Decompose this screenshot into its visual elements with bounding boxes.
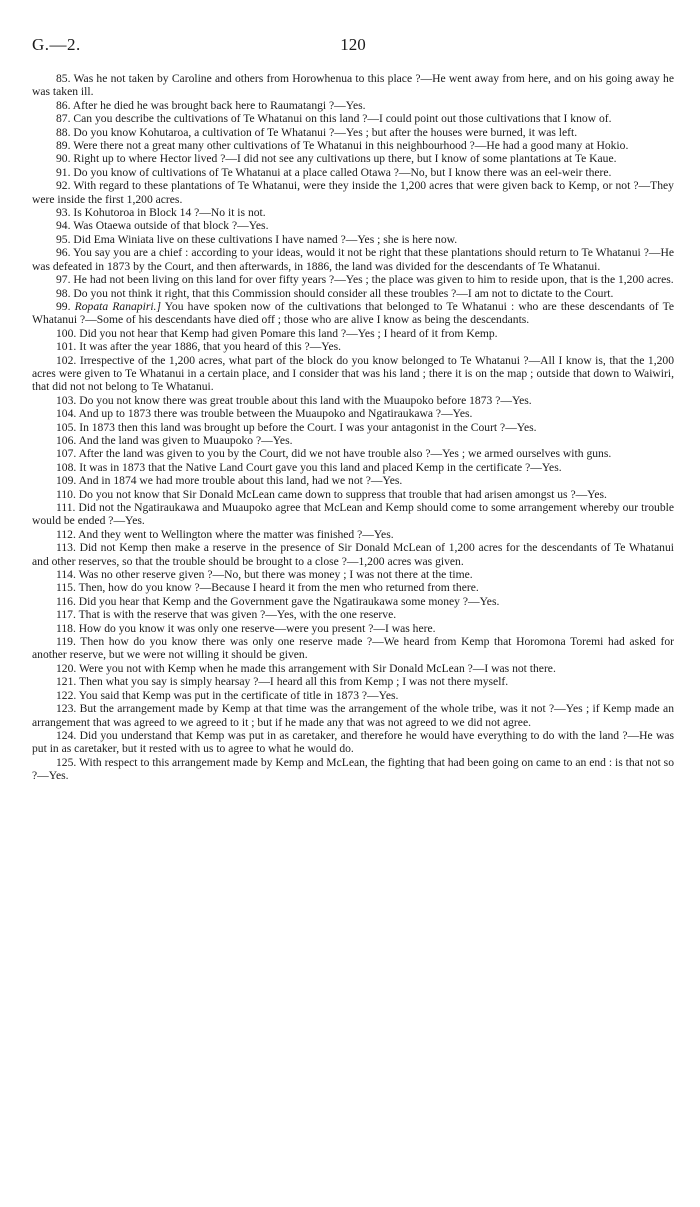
question-number: 95. [56, 232, 71, 246]
question-text: That is with the reserve that was given ?—Yes, with the one reserve. [78, 608, 397, 622]
question-text: After he died he was brought back here to Raumatangi ?—Yes. [72, 98, 366, 112]
question-number: 123. [56, 702, 77, 716]
question-paragraph [32, 729, 674, 756]
question-paragraph [32, 340, 674, 353]
question-paragraph [32, 434, 674, 447]
question-text: Then how do you know there was only one reserve made ?—We heard from Kemp that Horomona Toremi had asked for another reserve, but we were not willing it should be given. [32, 635, 674, 662]
question-text: Were you not with Kemp when he made this arrangement with Sir Donald McLean ?—I was not there. [79, 661, 556, 675]
question-number: 90. [56, 152, 71, 166]
question-paragraph [32, 112, 674, 125]
page-number: 120 [340, 35, 366, 54]
question-number: 102. [56, 353, 77, 367]
question-number: 113. [56, 541, 76, 555]
question-text: Was no other reserve given ?—No, but there was money ; I was not there at the time. [78, 568, 473, 582]
question-text: It was in 1873 that the Native Land Court gave you this land and placed Kemp in the certificate ?—Yes. [79, 460, 562, 474]
question-text: Do you know of cultivations of Te Whatanui at a place called Otawa ?—No, but I know there was an eel-weir there. [73, 165, 612, 179]
question-paragraph [32, 421, 674, 434]
question-text: But the arrangement made by Kemp at that time was the arrangement of the whole tribe, was it not ?—Yes ; if Kemp made an arrangement that was agreed to we agreed to it ; but if he made any that was not agreed to we did not agree. [32, 702, 674, 729]
question-number: 91. [56, 165, 71, 179]
question-text: He had not been living on this land for over fifty years ?—Yes ; the place was given to him to reside upon, that is the 1,200 acres. [73, 273, 674, 287]
question-paragraph [32, 541, 674, 568]
question-text: Did you understand that Kemp was put in as caretaker, and therefore he would have everything to do with the land ?—He was put in as caretaker, but it rested with us to agree to what he would do. [32, 728, 674, 756]
question-number: 114. [56, 568, 76, 582]
question-paragraph [32, 206, 674, 219]
question-text: Did not Kemp then make a reserve in the presence of Sir Donald McLean of 1,200 acres for the descendants of Te Whatanui and other reserves, so that the trouble should be brought to a close ?—1,200 acres was given. [32, 541, 674, 568]
question-number: 88. [56, 125, 71, 139]
question-paragraph [32, 166, 674, 179]
question-number: 104. [56, 407, 77, 421]
question-number: 85. [56, 72, 71, 85]
question-number: 94. [56, 219, 71, 233]
question-text: Do you know Kohutaroa, a cultivation of Te Whatanui ?—Yes ; but after the houses were burned, it was left. [73, 125, 578, 139]
question-paragraph [32, 595, 674, 608]
question-number: 119. [56, 635, 76, 649]
question-paragraph [32, 273, 674, 286]
question-number: 105. [56, 420, 77, 434]
question-text: Then, how do you know ?—Because I heard it from the men who returned from there. [78, 581, 479, 595]
question-text: Did Ema Winiata live on these cultivations I have named ?—Yes ; she is here now. [73, 232, 458, 246]
question-number: 120. [56, 661, 77, 675]
question-number: 103. [56, 393, 77, 407]
question-text: Did not the Ngatiraukawa and Muaupoko agree that McLean and Kemp should come to some arrangement whereby our trouble would be ended ?—Yes. [32, 501, 674, 528]
question-paragraph [32, 179, 674, 206]
question-paragraph [32, 581, 674, 594]
question-text: Irrespective of the 1,200 acres, what part of the block do you know belonged to Te Whatanui ?—All I know is, that the 1,200 acres were given to Te Whatanui in a certain place, and I consider that was his land ; there it is on the map ; outside that down to Waiwiri, that did not not belong to Te Whatanui. [32, 353, 674, 394]
page-header [32, 35, 674, 62]
question-number: 118. [56, 621, 76, 635]
question-text: Right up to where Hector lived ?—I did not see any cultivations up there, but I know of some plantations at Te Kaue. [73, 152, 617, 166]
question-number: 101. [56, 340, 77, 354]
question-text: And they went to Wellington where the matter was finished ?—Yes. [78, 527, 394, 541]
question-text: And in 1874 we had more trouble about this land, had we not ?—Yes. [78, 474, 403, 488]
question-text: It was after the year 1886, that you heard of this ?—Yes. [79, 340, 342, 354]
question-text: Then what you say is simply hearsay ?—I heard all this from Kemp ; I was not there myself. [79, 675, 509, 689]
question-paragraph [32, 608, 674, 621]
question-text: Were there not a great many other cultivations of Te Whatanui in this neighbourhood ?—He had a good many at Hokio. [73, 139, 629, 153]
question-text: You said that Kemp was put in the certificate of title in 1873 ?—Yes. [78, 688, 399, 702]
question-paragraph [32, 327, 674, 340]
document-page [32, 35, 675, 783]
testimony-body [32, 72, 674, 783]
question-text: How do you know it was only one reserve—were you present ?—I was here. [78, 621, 436, 635]
question-paragraph [32, 407, 674, 420]
question-number: 99. [56, 299, 71, 313]
question-paragraph [32, 689, 674, 702]
question-paragraph [32, 702, 674, 729]
question-paragraph [32, 394, 674, 407]
question-text: You have spoken now of the cultivations that belonged to Te Whatanui : who are these descendants of Te Whatanui ?—Some of his descendants have died off ; those who are alive I know as being the descendants. [32, 299, 675, 327]
question-number: 117. [56, 608, 76, 622]
question-number: 115. [56, 581, 76, 595]
question-paragraph [32, 219, 674, 232]
question-text: Was he not taken by Caroline and others from Horowhenua to this place ?—He went away from here, and on his going away he was taken ill. [32, 72, 674, 99]
question-paragraph [32, 662, 674, 675]
question-number: 93. [56, 206, 71, 220]
question-text: You say you are a chief : according to your ideas, would it not be right that these plantations should return to Te Whatanui ?—He was defeated in 1873 by the Court, and then afterwards, in 1886, the land was divided for the descendants of Te Whatanui. [32, 246, 674, 273]
question-paragraph [32, 354, 674, 394]
question-paragraph [32, 528, 674, 541]
question-number: 112. [56, 527, 76, 541]
question-paragraph [32, 568, 674, 581]
question-number: 96. [56, 246, 71, 260]
question-paragraph [32, 233, 674, 246]
question-number: 106. [56, 433, 77, 447]
question-paragraph [32, 246, 674, 273]
question-text: Did you not hear that Kemp had given Pomare this land ?—Yes ; I heard of it from Kemp. [79, 326, 498, 340]
question-number: 108. [56, 460, 77, 474]
question-number: 107. [56, 447, 77, 461]
question-paragraph [32, 675, 674, 688]
question-number: 110. [56, 487, 76, 501]
question-paragraph [32, 300, 674, 327]
question-paragraph [32, 635, 674, 662]
question-text: With respect to this arrangement made by Kemp and McLean, the fighting that had been going on came to an end : is that not so ?—Yes. [32, 755, 674, 783]
question-text: Do you not know that Sir Donald McLean came down to suppress that trouble that had arisen amongst us ?—Yes. [78, 487, 607, 501]
question-number: 97. [56, 273, 71, 287]
question-number: 89. [56, 139, 71, 153]
question-number: 122. [56, 688, 77, 702]
question-paragraph [32, 756, 674, 783]
question-paragraph [32, 461, 674, 474]
question-paragraph [32, 139, 674, 152]
question-number: 116. [56, 594, 76, 608]
question-paragraph [32, 72, 674, 99]
question-number: 100. [56, 326, 77, 340]
question-paragraph [32, 501, 674, 528]
question-text: Do you not know there was great trouble about this land with the Muaupoko before 1873 ?—Yes. [79, 393, 532, 407]
question-text: And up to 1873 there was trouble between the Muaupoko and Ngatiraukawa ?—Yes. [78, 407, 473, 421]
question-number: 124. [56, 728, 77, 742]
question-paragraph [32, 287, 674, 300]
document-id: G.—2. [32, 35, 81, 54]
question-number: 121. [56, 675, 77, 689]
question-number: 109. [56, 474, 77, 488]
question-paragraph [32, 126, 674, 139]
question-text: And the land was given to Muaupoko ?—Yes. [78, 433, 293, 447]
question-number: 86. [56, 98, 71, 112]
question-text: After the land was given to you by the Court, did we not have trouble also ?—Yes ; we armed ourselves with guns. [78, 447, 612, 461]
question-number: 98. [56, 286, 71, 300]
question-text: Do you not think it right, that this Commission should consider all these troubles ?—I am not to dictate to the Court. [73, 286, 614, 300]
question-paragraph [32, 152, 674, 165]
question-paragraph [32, 99, 674, 112]
question-text: Did you hear that Kemp and the Government gave the Ngatiraukawa some money ?—Yes. [78, 594, 500, 608]
speaker-name: Ropata Ranapiri.] [74, 299, 161, 313]
question-text: Can you describe the cultivations of Te Whatanui on this land ?—I could point out those cultivations that I know of. [73, 112, 612, 126]
question-paragraph [32, 488, 674, 501]
question-paragraph [32, 622, 674, 635]
question-text: Was Otaewa outside of that block ?—Yes. [73, 219, 269, 233]
question-paragraph [32, 447, 674, 460]
question-number: 87. [56, 112, 71, 126]
question-number: 125. [56, 755, 77, 769]
question-number: 92. [56, 179, 71, 193]
question-text: In 1873 then this land was brought up before the Court. I was your antagonist in the Court ?—Yes. [79, 420, 537, 434]
question-text: Is Kohutoroa in Block 14 ?—No it is not. [73, 206, 266, 220]
question-paragraph [32, 474, 674, 487]
question-text: With regard to these plantations of Te Whatanui, were they inside the 1,200 acres that were given back to Kemp, or not ?—They were inside the first 1,200 acres. [32, 179, 674, 206]
question-number: 111. [56, 501, 76, 514]
